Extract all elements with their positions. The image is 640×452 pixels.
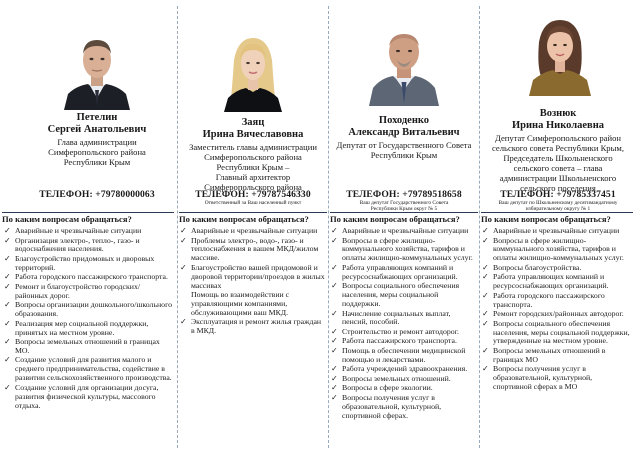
person-role	[22, 137, 172, 167]
role-line: администрации Школьненского	[499, 173, 617, 183]
role-line: Заместитель главы администрации	[189, 142, 317, 152]
check-mark-icon: ✓	[482, 226, 489, 235]
role-line: Симферопольского района	[204, 182, 302, 192]
topic-item: ✓ Начисление социальных выплат, пенсий, пособий.	[331, 308, 451, 327]
topic-list	[4, 227, 172, 411]
role-line: Республики Крым	[63, 157, 131, 167]
check-mark-icon: ✓	[331, 373, 338, 383]
topic-item: ✓ Создание условий для развития малого и среднего предпринимательства, содействие в развитии сельскохозяйственного производства.	[4, 355, 172, 383]
role-line: сельского совета Республики Крым,	[492, 143, 624, 153]
topic-item: ✓ Создание условий для организации досуга, развития физической культуры, массового отдыха.	[4, 382, 159, 410]
role-line: Симферопольского района	[48, 147, 146, 157]
responsibility-note	[329, 200, 479, 212]
phone-number[interactable]: +79789518658	[402, 189, 462, 200]
check-mark-icon: ✓	[331, 308, 338, 318]
divider-rule	[2, 212, 174, 213]
person-role	[480, 133, 636, 193]
check-mark-icon: ✓	[180, 317, 187, 327]
person-surname: Походенко	[378, 115, 430, 126]
check-mark-icon: ✓	[4, 272, 11, 282]
phone-line[interactable]	[178, 189, 328, 200]
role-line: Республики Крым –	[216, 162, 290, 172]
check-mark-icon: ✓	[331, 345, 338, 355]
check-mark-icon: ✓	[482, 272, 489, 282]
check-mark-icon: ✓	[331, 364, 338, 374]
topic-item: ✓ Работа пассажирского транспорта.	[331, 336, 457, 346]
person-surname: Вознюк	[539, 108, 577, 119]
check-mark-icon: ✓	[482, 318, 489, 328]
role-line: Депутат Симферопольского район	[495, 133, 621, 143]
check-mark-icon: ✓	[4, 226, 11, 235]
check-mark-icon: ✓	[331, 226, 338, 235]
check-mark-icon: ✓	[180, 226, 187, 235]
check-mark-icon: ✓	[331, 336, 338, 346]
topic-item: ✓ Работа управляющих компаний и ресурсоснабжающих организаций.	[482, 272, 609, 291]
person-given-name: Сергей Анатольевич	[47, 124, 147, 135]
topic-item: ✓ Вопросы получения услуг в образовательной, культурной, спортивной сферах.	[331, 392, 442, 420]
role-line: сельского совета – глава	[513, 163, 603, 173]
topic-item: ✓ Вопросы в сфере экологии.	[331, 383, 433, 393]
person-card-pokhodenko	[329, 0, 479, 452]
person-surname: Заяц	[241, 117, 265, 128]
responsibility-note	[178, 200, 328, 206]
topic-item: ✓ Помощь в обеспечении медицинской помощью и лекарствами.	[331, 345, 466, 364]
responsibility-note	[480, 200, 636, 212]
person-card-petelin	[2, 0, 172, 452]
topic-item: Помощь во взаимодействии с управляющими компаниями, обслуживающими ваш МКД.	[191, 290, 290, 317]
phone-number[interactable]: +79787546330	[251, 189, 311, 200]
topic-item: ✓ Ремонт городских/районных автодорог.	[482, 309, 624, 319]
topic-item: ✓ Организация электро-, тепло-, газо- и водоснабжения населения.	[4, 235, 140, 254]
check-mark-icon: ✓	[331, 281, 338, 291]
person-photo	[525, 14, 595, 96]
topic-list	[331, 227, 477, 421]
topic-item: ✓ Аварийные и чрезвычайные ситуации	[482, 226, 620, 235]
note-line: Республики Крым округ № 5	[370, 206, 438, 212]
role-line: Главный архитектор	[215, 172, 291, 182]
topic-item: ✓ Работа городского пассажирского транспорта.	[482, 290, 605, 309]
topic-item: ✓ Вопросы земельных отношений.	[331, 373, 451, 383]
topic-item: ✓ Работа городского пассажирского транспорта.	[4, 272, 168, 282]
phone-line[interactable]	[480, 189, 636, 200]
role-line: Депутат от Государственного Совета	[336, 140, 472, 150]
phone-line[interactable]	[22, 189, 172, 200]
topic-item: ✓ Вопросы в сфере жилищно-коммунального хозяйства, тарифов и оплаты жилищно-коммунальных услуг.	[482, 235, 624, 263]
check-mark-icon: ✓	[180, 262, 187, 272]
check-mark-icon: ✓	[482, 309, 489, 319]
phone-number[interactable]: +79785337451	[556, 189, 616, 200]
topic-item: ✓ Аварийные и чрезвычайные ситуации	[4, 226, 142, 235]
divider-rule	[481, 212, 633, 213]
check-mark-icon: ✓	[331, 235, 338, 245]
phone-line[interactable]	[329, 189, 479, 200]
topic-item: ✓ Эксплуатация и ремонт жилья граждан в МКД.	[180, 317, 322, 336]
topic-item: ✓ Строительство и ремонт автодорог.	[331, 326, 459, 336]
topic-item: ✓ Вопросы организации дошкольного/школьного образования.	[4, 300, 172, 319]
topic-list	[482, 227, 632, 393]
questions-heading: По каким вопросам обращаться?	[481, 214, 611, 224]
person-card-zayats	[178, 0, 328, 452]
check-mark-icon: ✓	[331, 392, 338, 402]
topic-item: ✓ Вопросы социального обеспечения населения, меры социальной поддержки, утвержденные на местном уровне.	[482, 318, 630, 346]
role-line: Глава администрации	[57, 137, 137, 147]
check-mark-icon: ✓	[4, 281, 11, 291]
check-mark-icon: ✓	[4, 318, 11, 328]
divider-rule	[330, 212, 478, 213]
role-line: Председатель Школьненского	[503, 153, 613, 163]
check-mark-icon: ✓	[4, 382, 11, 392]
topic-item: ✓ Вопросы социального обеспечения населения, меры социальной поддержки.	[331, 281, 460, 309]
topic-item: ✓ Вопросы земельных отношений в границах МО.	[4, 337, 160, 355]
questions-heading: По каким вопросам обращаться?	[330, 214, 460, 224]
person-surname: Петелин	[76, 112, 118, 123]
role-line: Симферопольского района	[204, 152, 302, 162]
check-mark-icon: ✓	[482, 290, 489, 300]
note-line: избирательному округу № 1	[525, 206, 591, 212]
check-mark-icon: ✓	[4, 337, 11, 347]
person-given-name: Ирина Вячеславовна	[202, 129, 304, 140]
topic-item: ✓ Аварийные и чрезвычайные ситуации	[180, 226, 318, 235]
check-mark-icon: ✓	[482, 262, 489, 272]
questions-heading: По каким вопросам обращаться?	[179, 214, 309, 224]
topic-item: ✓ Благоустройство придомовых и дворовых территорий.	[4, 253, 155, 272]
check-mark-icon: ✓	[4, 300, 11, 310]
person-given-name: Александр Витальевич	[348, 127, 460, 138]
role-line: сельского поселения	[520, 183, 596, 193]
topic-item: ✓ Ремонт и благоустройство городских/районных дорог.	[4, 281, 141, 300]
questions-heading: По каким вопросам обращаться?	[2, 214, 132, 224]
check-mark-icon: ✓	[4, 253, 11, 263]
topic-item: ✓ Благоустройство вашей придомовой и дворовой территории/проездов в жилых массивах	[180, 262, 325, 290]
phone-label: ТЕЛЕФОН:	[500, 189, 554, 200]
check-mark-icon: ✓	[482, 364, 489, 374]
topic-item: ✓ Вопросы получения услуг в образовательной, культурной, спортивной сферах в МО	[482, 364, 593, 392]
phone-label: ТЕЛЕФОН:	[195, 189, 249, 200]
check-mark-icon: ✓	[180, 235, 187, 245]
person-role	[178, 142, 328, 192]
person-role	[329, 140, 479, 160]
phone-label: ТЕЛЕФОН:	[346, 189, 400, 200]
note-line: Ваш депутат Государственного Совета	[359, 200, 449, 206]
person-given-name: Ирина Николаевна	[512, 120, 604, 131]
phone-label: ТЕЛЕФОН:	[39, 189, 93, 200]
check-mark-icon: ✓	[331, 326, 338, 336]
person-photo	[369, 24, 439, 106]
divider-rule	[179, 212, 327, 213]
note-line: Ваш депутат по Школьненскому десятимандатному	[498, 200, 618, 206]
topic-list	[180, 227, 326, 337]
topic-item: ✓ Реализация мер социальной поддержки, принятых на местном уровне.	[4, 318, 149, 337]
role-line: Республики Крым	[370, 150, 438, 160]
topic-item: ✓ Работа управляющих компаний и ресурсоснабжающих организаций.	[331, 262, 458, 281]
topic-item: ✓ Проблемы электро-, водо-, газо- и теплоснабжения в вашем МКД/жилом массиве.	[180, 235, 319, 263]
check-mark-icon: ✓	[482, 235, 489, 245]
check-mark-icon: ✓	[482, 345, 489, 355]
topic-item: ✓ Аварийные и чрезвычайные ситуации	[331, 226, 469, 235]
person-card-voznyuk	[480, 0, 636, 452]
topic-item: ✓ Вопросы земельных отношений в границах МО	[482, 345, 606, 364]
check-mark-icon: ✓	[4, 235, 11, 245]
check-mark-icon: ✓	[331, 262, 338, 272]
phone-number[interactable]: +79780000063	[95, 189, 155, 200]
topic-item: ✓ Вопросы благоустройства.	[482, 262, 582, 272]
person-photo	[218, 30, 288, 112]
person-photo	[62, 28, 132, 110]
note-line: Ответственный за Ваш населенный пункт	[204, 200, 302, 206]
topic-item: ✓ Вопросы в сфере жилищно-коммунального хозяйства, тарифов и оплаты жилищно-коммунальных услуг.	[331, 235, 473, 263]
check-mark-icon: ✓	[4, 355, 11, 365]
topic-item: ✓ Работа учреждений здравоохранения.	[331, 364, 468, 374]
check-mark-icon: ✓	[331, 383, 338, 393]
